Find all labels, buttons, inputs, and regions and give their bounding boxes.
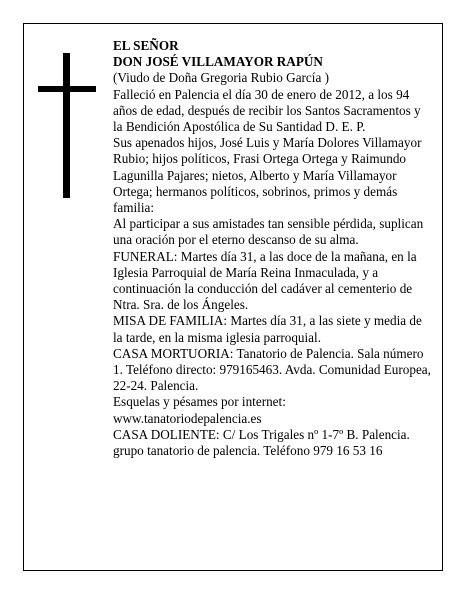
cross-horizontal-bar (38, 86, 96, 92)
mourning-house-info: CASA DOLIENTE: C/ Los Trigales nº 1-7º B. Palencia. (113, 426, 410, 442)
deceased-name: DON JOSÉ VILLAMAYOR RAPÚN (113, 54, 323, 70)
title-line-1: EL SEÑOR (113, 38, 179, 53)
website-link: www.tanatoriodepalencia.es (113, 410, 262, 426)
mortuary-info: CASA MORTUORIA: Tanatorio de Palencia. Sala número 1. Teléfono directo: 979165463. Avda. Comunidad Europea, 22-24. Palencia. (113, 345, 431, 394)
internet-condolences-label: Esquelas y pésames por internet: (113, 394, 286, 410)
prayer-request: Al participar a sus amistades tan sensible pérdida, suplican una oración por el eterno descanso de su alma. (113, 216, 424, 248)
funeral-home-contact: grupo tanatorio de palencia. Teléfono 979 16 53 16 (113, 443, 383, 459)
cross-vertical-bar (63, 53, 70, 198)
family-mass-info: MISA DE FAMILIA: Martes día 31, a las siete y media de la tarde, en la misma iglesia parroquial. (113, 313, 422, 345)
death-announcement: Falleció en Palencia el día 30 de enero de 2012, a los 94 años de edad, después de recibir los Santos Sacramentos y la Bendición Apostólica de Su Santidad D. E. P. (113, 86, 421, 135)
funeral-info: FUNERAL: Martes día 31, a las doce de la mañana, en la Iglesia Parroquial de María Reina Inmaculada, y a continuación la conducción del cadáver al cementerio de Ntra. Sra. de los Ángeles. (113, 248, 417, 313)
family-list: Sus apenados hijos, José Luis y María Dolores Villamayor Rubio; hijos políticos, Frasi Ortega Ortega y Raimundo Lagunilla Pajares; nietos, Alberto y María Villamayor Ortega; hermanos políticos, sobrinos, primos y demás familia: (113, 135, 422, 216)
obituary-text (113, 38, 431, 459)
cross-icon (38, 53, 96, 198)
widower-note: (Viudo de Doña Gregoria Rubio García ) (113, 70, 329, 86)
